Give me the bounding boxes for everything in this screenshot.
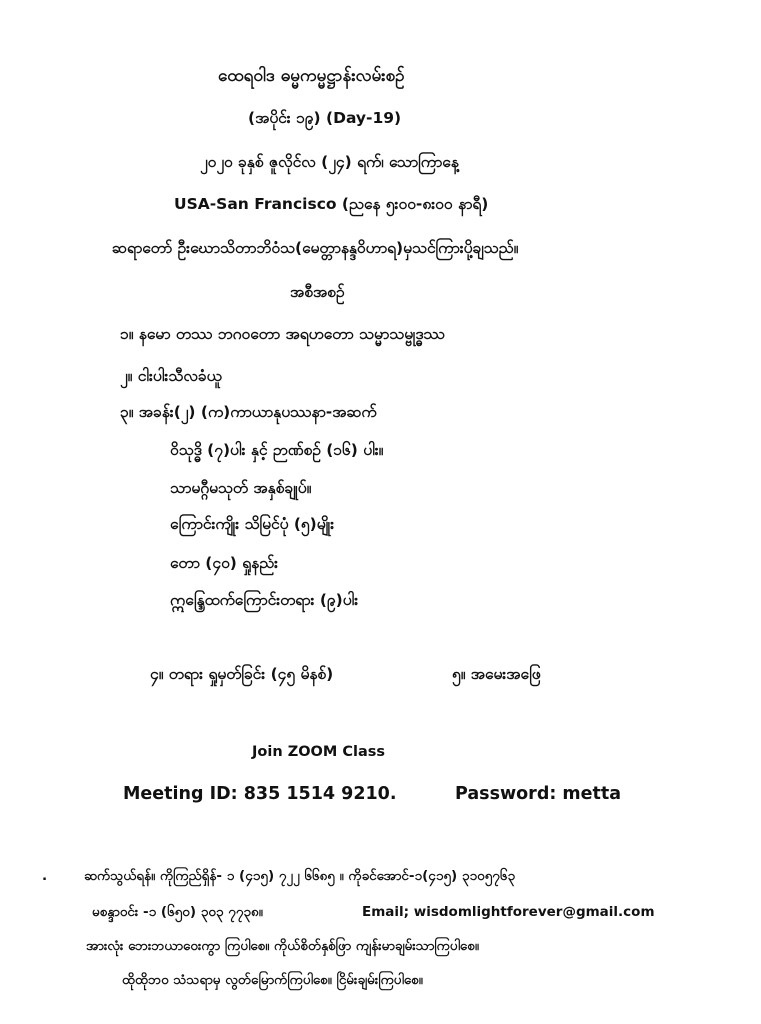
program-subitem-4: တော (၄၀) ရှုနည်း bbox=[170, 554, 279, 572]
program-heading: အစီအစဉ် bbox=[290, 283, 345, 301]
part-label: (အပိုင်း ၁၉) (Day-19) bbox=[248, 109, 402, 127]
program-item-5: ၅။ အမေးအဖြေ bbox=[452, 665, 541, 683]
meeting-password: Password: metta bbox=[455, 784, 622, 804]
teacher-line: ဆရာတော် ဦးဃောသိတာဘိဝံသ(မေတ္တာနန္ဒဝိဟာရ)မှသင်ကြားပို့ချသည်။ bbox=[112, 239, 519, 257]
location-time: USA-San Francisco (ညနေ ၅း၀၀-၈း၀၀ နာရီ) bbox=[174, 195, 489, 213]
program-item-2: ၂။ ငါးပါးသီလခံယူ bbox=[120, 367, 222, 385]
program-item-1: ၁။ နမော တဿ ဘဂဝတော အရဟတော သမ္မာသမ္ဗုဒ္ဓဿ bbox=[120, 325, 445, 343]
meeting-id: Meeting ID: 835 1514 9210. bbox=[123, 784, 397, 804]
contact-phones: ဆက်သွယ်ရန်။ ကိုကြည်ရှိန်- ၁ (၄၁၅) ၇၂၂ ၆၆၈၅ ။ ကိုခင်အောင်-၁(၄၁၅) ၃၁၀၅၇၆၃ bbox=[84, 868, 516, 884]
blessing-line-1: အားလုံး ဘေးဘယာဝေးကွာ ကြပါစေ။ ကိုယ်စိတ်နှစ်ဖြာ ကျန်းမာချမ်းသာကြပါစေ။ bbox=[86, 938, 479, 954]
contact-phone-extra: မစန္ဒာဝင်း -၁ (၆၅၀) ၃၀၃ ၇၇၃၈။ bbox=[92, 904, 263, 920]
zoom-join-label: Join ZOOM Class bbox=[252, 744, 385, 760]
program-subitem-3: ကြောင်းကျိုး သိမြင်ပုံ (၅)မျိုး bbox=[170, 515, 335, 533]
document-title: ထေရဝါဒ ဓမ္မကမ္မဋ္ဌာန်းလမ်းစဉ် bbox=[218, 66, 405, 86]
blessing-line-2: ထိုထိုဘဝ သံသရာမှ လွတ်မြောက်ကြပါစေ။ ငြိမ်းချမ်းကြပါစေ။ bbox=[122, 972, 423, 988]
bullet-dot: . bbox=[42, 868, 48, 884]
program-subitem-5: ဣန္ဒြေထက်ကြောင်းတရား (၉)ပါး bbox=[170, 591, 359, 609]
date-line: ၂၀၂၀ ခုနှစ် ဇူလိုင်လ (၂၄) ရက်၊ သောကြာနေ့ bbox=[200, 153, 459, 171]
program-subitem-1: ဝိသုဒ္ဓိ (၇)ပါး နှင့် ဉာဏ်စဉ် (၁၆) ပါး။ bbox=[170, 441, 384, 459]
program-item-3: ၃။ အခန်း(၂) (က)ကာယာနုပဿနာ-အဆက် bbox=[120, 403, 377, 421]
program-subitem-2: သာမဂ္ဂီမသုတ် အနှစ်ချုပ်။ bbox=[170, 479, 312, 497]
contact-email: Email; wisdomlightforever@gmail.com bbox=[362, 904, 655, 920]
program-item-4: ၄။ တရား ရှုမှတ်ခြင်း (၄၅ မိနစ်) bbox=[150, 665, 334, 683]
